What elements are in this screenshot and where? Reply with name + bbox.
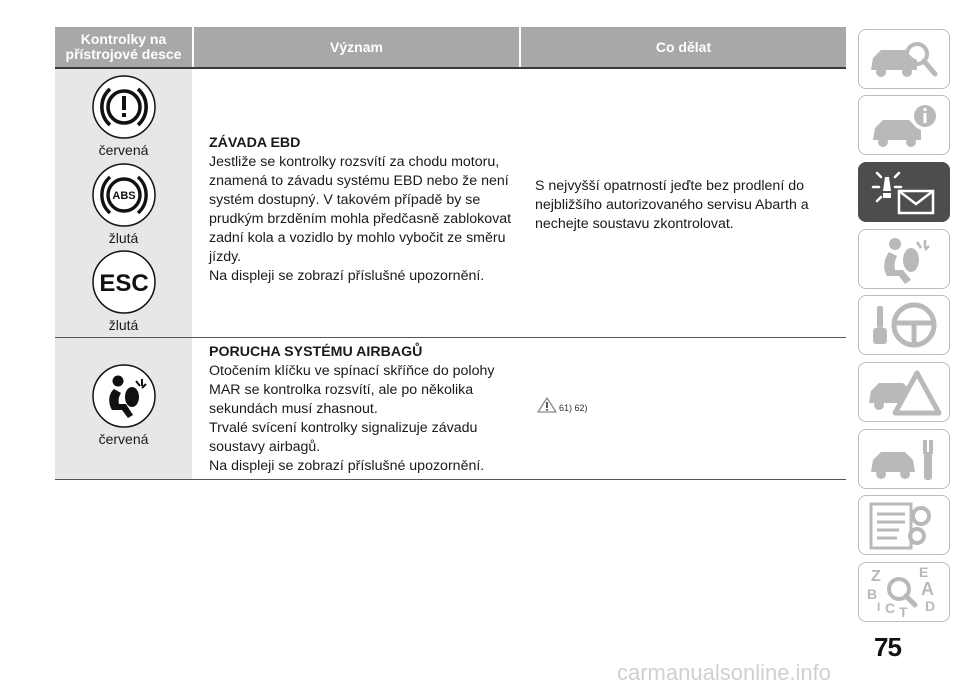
table-bottom-rule [55, 479, 846, 480]
index-glyph-c: C [885, 600, 896, 616]
header-indicators-label: Kontrolky na přístrojové desce [65, 31, 182, 62]
lamp-color-label: červená [98, 431, 149, 447]
row1-action-text: S nejvyšší opatrností jeďte bez prodlení do nejbližšího autorizovaného servisu Abarth a nechejte soustavu zkontrolovat. [535, 178, 809, 232]
sidebar-tab-car-info[interactable] [858, 95, 950, 155]
sidebar-tab-safety[interactable] [858, 229, 950, 289]
row2-meaning [209, 343, 514, 476]
sidebar-tab-car-magnifier[interactable] [858, 29, 950, 89]
sidebar-tab-technical-data[interactable] [858, 495, 950, 555]
warning-triangle-icon [537, 397, 557, 413]
row1-meaning-display: Na displeji se zobrazí příslušné upozornění. [209, 268, 485, 284]
abs-icon [92, 163, 156, 227]
row2-meaning-text: Otočením klíčku ve spínací skříňce do polohy MAR se kontrolka rozsvítí, ale po několika sekundách musí zhasnout. [209, 363, 495, 417]
index-glyph-t: T [899, 604, 908, 620]
brake-warning-icon [92, 75, 156, 139]
lamp-esc [55, 250, 192, 333]
sidebar-tab-index[interactable] [858, 562, 950, 622]
warning-light-message-icon [859, 163, 949, 221]
row1-action [535, 177, 835, 234]
lamp-abs [55, 163, 192, 246]
sidebar-tab-emergency[interactable] [858, 362, 950, 422]
airbag-icon [92, 364, 156, 428]
index-glyph-b: B [867, 586, 878, 602]
row2-action [537, 397, 588, 413]
esc-glyph: ESC [98, 270, 149, 297]
row1-title: ZÁVADA EBD [209, 135, 301, 151]
esc-icon [92, 250, 156, 314]
index-glyph-a: A [921, 579, 934, 599]
sidebar-tab-warning-lights[interactable] [858, 162, 950, 222]
header-action-label: Co dělat [655, 38, 712, 55]
seat-airbag-icon [859, 230, 949, 288]
car-magnifier-icon [859, 30, 949, 88]
header-meaning [194, 27, 519, 67]
sidebar-tab-maintenance[interactable] [858, 429, 950, 489]
alphabetical-index-icon [859, 563, 949, 621]
spec-sheet-gears-icon [859, 496, 949, 554]
car-info-icon [859, 96, 949, 154]
row2-title: PORUCHA SYSTÉMU AIRBAGŮ [209, 344, 423, 360]
row1-meaning-text: Jestliže se kontrolky rozsvítí za chodu motoru, znamená to závadu systému EBD nebo že není systém dostupný. V takovém případě by se prudkým brzděním mohla předčasně zablokovat zadní kola a vozidlo by mohlo vybočit ze směru jízdy. [209, 154, 512, 265]
header-indicators [55, 27, 192, 67]
page-number: 75 [874, 632, 901, 662]
sidebar-tab-starting-driving[interactable] [858, 295, 950, 355]
row2-meaning-display: Na displeji se zobrazí příslušné upozornění. [209, 458, 485, 474]
lamp-color-label: žlutá [108, 317, 139, 333]
car-warning-triangle-icon [859, 363, 949, 421]
lamp-color-label: žlutá [108, 230, 139, 246]
warning-refs: 61) 62) [559, 403, 588, 413]
footer-watermark: carmanualsonline.info [617, 660, 832, 685]
key-steering-wheel-icon [859, 296, 949, 354]
index-glyph-z: Z [871, 568, 881, 585]
row2-meaning-fault: Trvalé svícení kontrolky signalizuje závadu soustavy airbagů. [209, 420, 478, 455]
header-action [521, 27, 846, 67]
row1-meaning [209, 134, 514, 286]
index-glyph-e: E [919, 564, 929, 580]
lamp-color-label: červená [98, 142, 149, 158]
header-meaning-label: Význam [330, 38, 383, 55]
index-glyph-i: I [877, 600, 881, 614]
car-wrench-icon [859, 430, 949, 488]
lamp-airbag [55, 364, 192, 447]
abs-glyph: ABS [111, 190, 136, 202]
lamp-brake [55, 75, 192, 158]
index-glyph-d: D [925, 598, 936, 614]
